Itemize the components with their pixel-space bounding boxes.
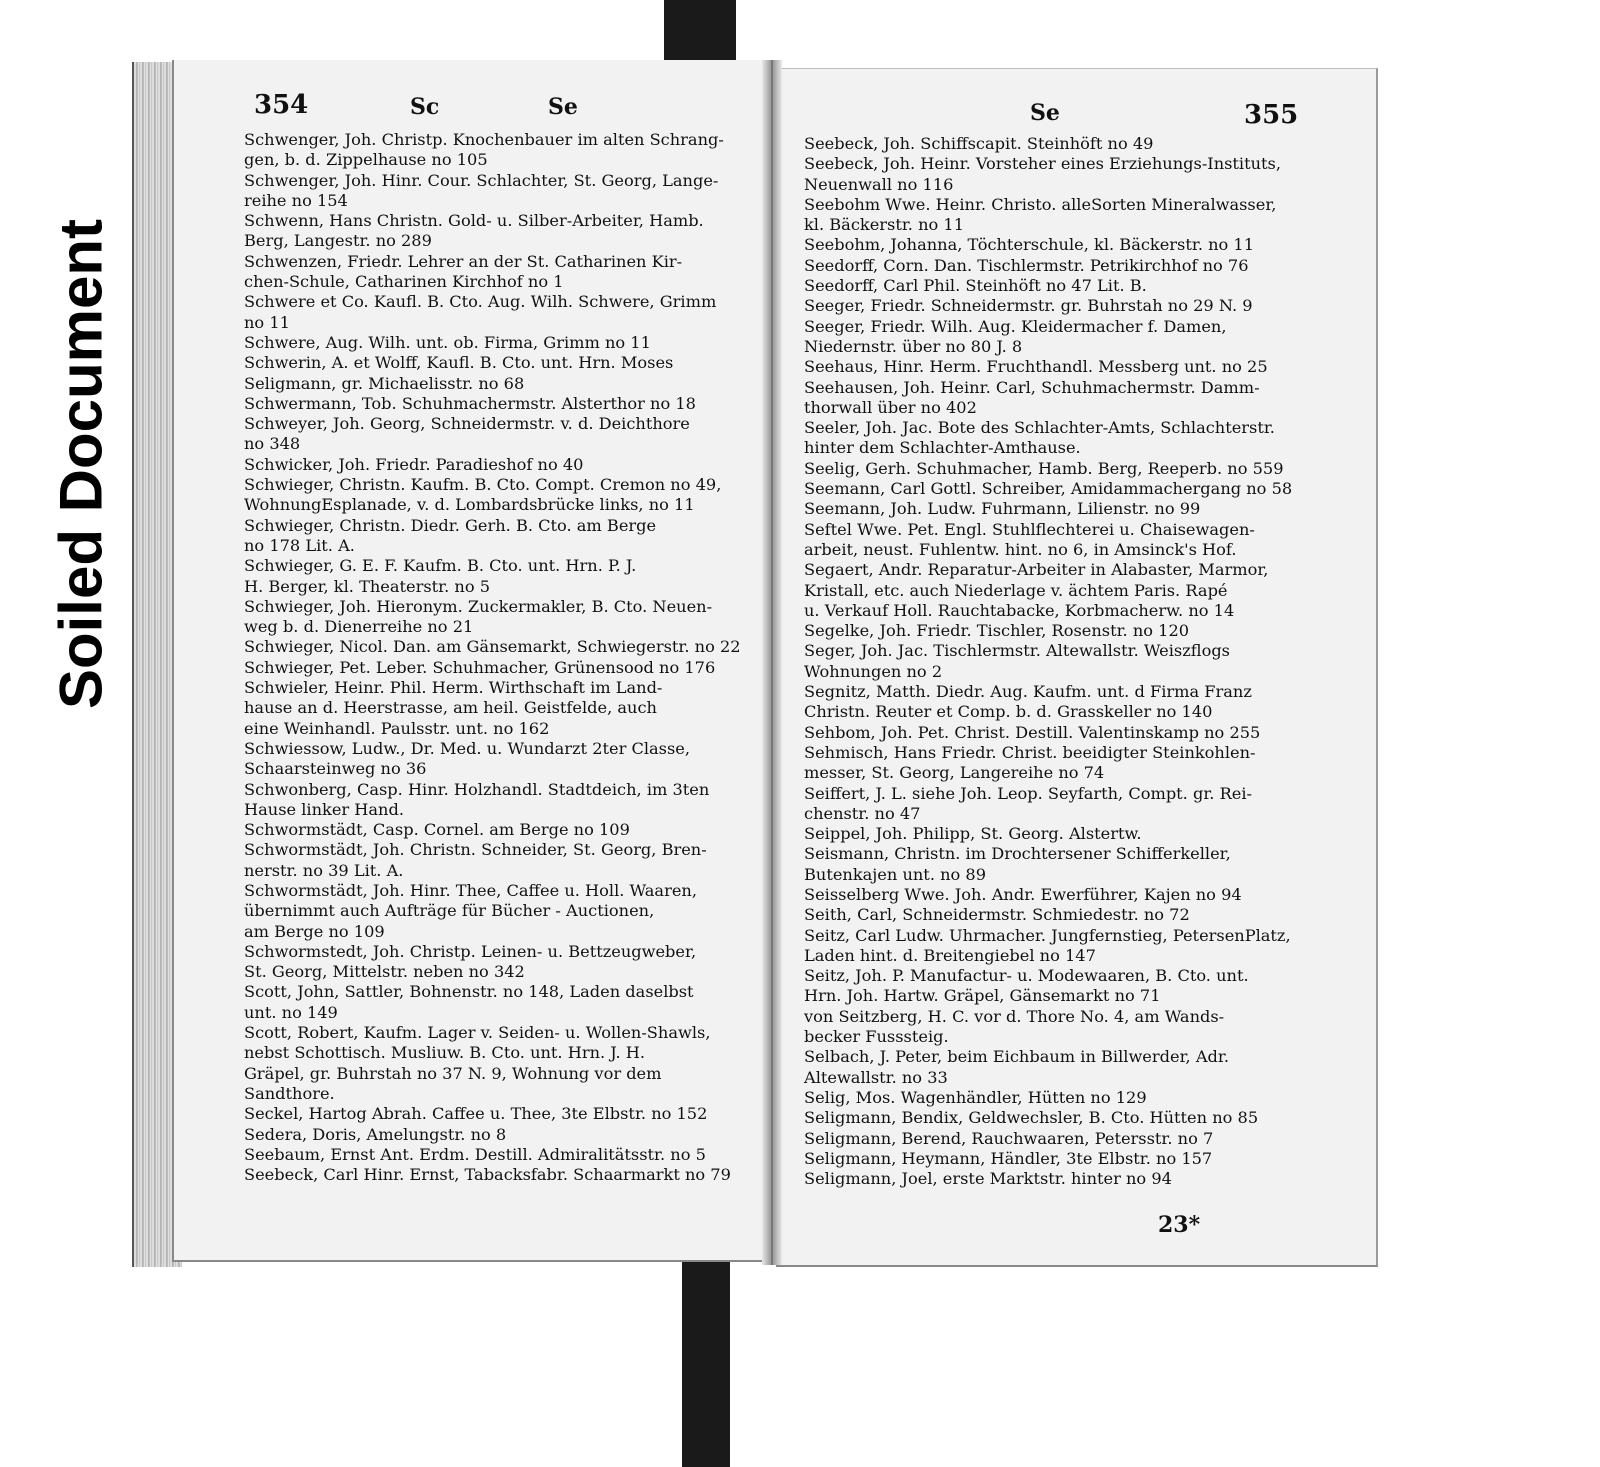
entry-continuation-line: unt. no 149: [244, 1002, 338, 1022]
directory-entry: [804, 682, 1314, 723]
directory-entry: [804, 499, 1314, 519]
directory-entry: [244, 820, 754, 840]
entry-line: Seehaus, Hinr. Herm. Fruchthandl. Messberg unt. no 25: [804, 357, 1268, 377]
directory-entry: [804, 1007, 1314, 1048]
entry-line: Seligmann, Bendix, Geldwechsler, B. Cto. Hütten no 85: [804, 1108, 1259, 1128]
directory-entry: [244, 1023, 754, 1104]
entry-continuation-line: hinter dem Schlachter-Amthause.: [804, 438, 1081, 458]
entry-continuation-line: u. Verkauf Holl. Rauchtabacke, Korbmacherw. no 14: [804, 600, 1235, 620]
directory-entry: [244, 881, 754, 942]
entry-line: Seemann, Carl Gottl. Schreiber, Amidammachergang no 58: [804, 479, 1293, 499]
directory-entry: [804, 966, 1314, 1007]
entry-line: Seippel, Joh. Philipp, St. Georg. Alstertw.: [804, 824, 1142, 844]
entry-continuation-line: chen-Schule, Catharinen Kirchhof no 1: [244, 272, 564, 292]
directory-entry: [804, 641, 1314, 682]
entry-continuation-line: reihe no 154: [244, 190, 348, 210]
entry-continuation-line: becker Fusssteig.: [804, 1027, 949, 1047]
entry-continuation-line: no 11: [244, 312, 290, 332]
right-page-number: 355: [1244, 100, 1299, 130]
directory-entry: [244, 252, 754, 293]
directory-entry: [804, 317, 1314, 358]
directory-entry: [804, 276, 1314, 296]
entry-line: Seligmann, Joel, erste Marktstr. hinter no 94: [804, 1169, 1172, 1189]
entry-continuation-line: H. Berger, kl. Theaterstr. no 5: [244, 576, 491, 596]
entry-continuation-line: am Berge no 109: [244, 921, 385, 941]
directory-entry: [804, 560, 1314, 621]
entry-continuation-line: Wohnungen no 2: [804, 661, 943, 681]
entry-line: Sedera, Doris, Amelungstr. no 8: [244, 1124, 507, 1144]
entry-line: Seebeck, Joh. Heinr. Vorsteher eines Erziehungs-Instituts,: [804, 154, 1281, 174]
directory-entry: [804, 1108, 1314, 1128]
entry-line: Segnitz, Matth. Diedr. Aug. Kaufm. unt. d Firma Franz: [804, 682, 1252, 702]
directory-entry: [804, 459, 1314, 479]
entry-line: Seebeck, Carl Hinr. Ernst, Tabacksfabr. Schaarmarkt no 79: [244, 1165, 731, 1185]
directory-entry: [804, 1129, 1314, 1149]
left-heading-sc: Sc: [410, 94, 440, 120]
entry-continuation-line: Sandthore.: [244, 1083, 335, 1103]
directory-entry: [244, 414, 754, 455]
directory-entry: [804, 520, 1314, 561]
left-heading-se: Se: [548, 94, 578, 120]
left-page-number: 354: [254, 90, 309, 120]
entry-line: Seiffert, J. L. siehe Joh. Leop. Seyfarth, Compt. gr. Rei-: [804, 783, 1252, 803]
entry-continuation-line: St. Georg, Mittelstr. neben no 342: [244, 962, 525, 982]
directory-entry: [244, 556, 754, 597]
entry-continuation-line: kl. Bäckerstr. no 11: [804, 215, 964, 235]
entry-line: Seisselberg Wwe. Joh. Andr. Ewerführer, Kajen no 94: [804, 884, 1242, 904]
entry-line: Schwenger, Joh. Hinr. Cour. Schlachter, St. Georg, Lange-: [244, 170, 719, 190]
entry-line: Segelke, Joh. Friedr. Tischler, Rosenstr. no 120: [804, 621, 1190, 641]
directory-entry: [244, 455, 754, 475]
directory-entry: [244, 1145, 754, 1165]
entry-continuation-line: eine Weinhandl. Paulsstr. unt. no 162: [244, 718, 550, 738]
entry-line: Seligmann, Berend, Rauchwaaren, Petersstr. no 7: [804, 1128, 1214, 1148]
entry-line: Seeler, Joh. Jac. Bote des Schlachter-Amts, Schlachterstr.: [804, 418, 1275, 438]
entry-line: Seemann, Joh. Ludw. Fuhrmann, Lilienstr. no 99: [804, 499, 1201, 519]
directory-entry: [804, 296, 1314, 316]
directory-entry: [804, 1047, 1314, 1088]
entry-line: Schwieler, Heinr. Phil. Herm. Wirthschaft im Land-: [244, 678, 663, 698]
entry-continuation-line: gen, b. d. Zippelhause no 105: [244, 150, 488, 170]
directory-entry: [244, 394, 754, 414]
entry-line: Schwermann, Tob. Schuhmachermstr. Alsterthor no 18: [244, 393, 696, 413]
entry-continuation-line: chenstr. no 47: [804, 803, 921, 823]
entry-continuation-line: nerstr. no 39 Lit. A.: [244, 860, 404, 880]
bottom-ruler: [682, 1262, 730, 1467]
directory-entry: [804, 885, 1314, 905]
entry-line: Seedorff, Corn. Dan. Tischlermstr. Petrikirchhof no 76: [804, 255, 1249, 275]
entry-line: Schwenzen, Friedr. Lehrer an der St. Catharinen Kir-: [244, 251, 683, 271]
directory-entry: [244, 942, 754, 983]
entry-line: Seehausen, Joh. Heinr. Carl, Schuhmachermstr. Damm-: [804, 377, 1260, 397]
entry-continuation-line: Christn. Reuter et Comp. b. d. Grasskeller no 140: [804, 702, 1213, 722]
entry-line: Selbach, J. Peter, beim Eichbaum in Billwerder, Adr.: [804, 1047, 1229, 1067]
entry-continuation-line: Neuenwall no 116: [804, 174, 954, 194]
entry-continuation-line: Hause linker Hand.: [244, 799, 404, 819]
entry-line: von Seitzberg, H. C. vor d. Thore No. 4, am Wands-: [804, 1006, 1225, 1026]
entry-line: Selig, Mos. Wagenhändler, Hütten no 129: [804, 1087, 1147, 1107]
directory-entry: [244, 1125, 754, 1145]
entry-line: Scott, Robert, Kaufm. Lager v. Seiden- u. Wollen-Shawls,: [244, 1023, 711, 1043]
directory-entry: [244, 353, 754, 394]
entry-line: Schwenger, Joh. Christp. Knochenbauer im alten Schrang-: [244, 130, 724, 149]
directory-entry: [804, 723, 1314, 743]
directory-entry: [804, 784, 1314, 825]
entry-line: Seckel, Hartog Abrah. Caffee u. Thee, 3te Elbstr. no 152: [244, 1104, 708, 1124]
directory-entry: [804, 844, 1314, 885]
top-ruler: [664, 0, 736, 62]
entry-continuation-line: Laden hint. d. Breitengiebel no 147: [804, 945, 1096, 965]
entry-line: Sehbom, Joh. Pet. Christ. Destill. Valentinskamp no 255: [804, 722, 1261, 742]
entry-line: Seedorff, Carl Phil. Steinhöft no 47 Lit. B.: [804, 276, 1147, 296]
entry-line: Sehmisch, Hans Friedr. Christ. beeidigter Steinkohlen-: [804, 742, 1256, 762]
directory-entry: [804, 195, 1314, 236]
directory-entry: [244, 637, 754, 657]
signature-mark: 23*: [1158, 1212, 1201, 1238]
entry-continuation-line: thorwall über no 402: [804, 397, 977, 417]
entry-continuation-line: übernimmt auch Aufträge für Bücher - Auctionen,: [244, 901, 655, 921]
entry-continuation-line: Seligmann, gr. Michaelisstr. no 68: [244, 373, 525, 393]
directory-entry: [244, 211, 754, 252]
entry-line: Segaert, Andr. Reparatur-Arbeiter in Alabaster, Marmor,: [804, 560, 1269, 580]
entry-line: Seebohm Wwe. Heinr. Christo. alleSorten Mineralwasser,: [804, 194, 1277, 214]
entry-line: Seelig, Gerh. Schuhmacher, Hamb. Berg, Reeperb. no 559: [804, 458, 1284, 478]
entry-continuation-line: Hrn. Joh. Hartw. Gräpel, Gänsemarkt no 71: [804, 986, 1161, 1006]
directory-entry: [244, 982, 754, 1023]
entry-line: Schwieger, Nicol. Dan. am Gänsemarkt, Schwiegerstr. no 22: [244, 637, 741, 657]
entry-continuation-line: Butenkajen unt. no 89: [804, 864, 987, 884]
entry-line: Schwieger, Joh. Hieronym. Zuckermakler, B. Cto. Neuen-: [244, 596, 713, 616]
directory-entry: [804, 418, 1314, 459]
directory-entry: [804, 926, 1314, 967]
directory-entry: [244, 678, 754, 739]
entry-line: Scott, John, Sattler, Bohnenstr. no 148, Laden daselbst: [244, 982, 694, 1002]
entry-line: Seebohm, Johanna, Töchterschule, kl. Bäckerstr. no 11: [804, 235, 1255, 255]
entry-continuation-line: Schaarsteinweg no 36: [244, 759, 427, 779]
directory-entry: [244, 171, 754, 212]
directory-entry: [244, 292, 754, 333]
entry-continuation-line: Kristall, etc. auch Niederlage v. ächtem Paris. Rapé: [804, 580, 1228, 600]
entry-continuation-line: messer, St. Georg, Langereihe no 74: [804, 763, 1105, 783]
entry-line: Schwere, Aug. Wilh. unt. ob. Firma, Grimm no 11: [244, 332, 651, 352]
entry-line: Schwicker, Joh. Friedr. Paradieshof no 40: [244, 454, 584, 474]
entry-continuation-line: arbeit, neust. Fuhlentw. hint. no 6, in Amsinck's Hof.: [804, 539, 1237, 559]
entry-continuation-line: hause an d. Heerstrasse, am heil. Geistfelde, auch: [244, 698, 657, 718]
directory-entry: [804, 357, 1314, 377]
entry-continuation-line: Niedernstr. über no 80 J. 8: [804, 336, 1023, 356]
entry-line: Schweyer, Joh. Georg, Schneidermstr. v. d. Deichthore: [244, 414, 690, 434]
directory-entry: [244, 840, 754, 881]
entry-continuation-line: Altewallstr. no 33: [804, 1067, 948, 1087]
entry-line: Schwieger, Pet. Leber. Schuhmacher, Grünensood no 176: [244, 657, 716, 677]
entry-line: Seger, Joh. Jac. Tischlermstr. Altewallstr. Weiszflogs: [804, 641, 1230, 661]
directory-entry: [804, 154, 1314, 195]
entry-line: Schwormstedt, Joh. Christp. Leinen- u. Bettzeugweber,: [244, 941, 697, 961]
entry-line: Schwormstädt, Joh. Hinr. Thee, Caffee u. Holl. Waaren,: [244, 880, 697, 900]
directory-entry: [804, 905, 1314, 925]
directory-entry: [244, 658, 754, 678]
soiled-document-label: Soiled Document: [47, 218, 115, 710]
entry-line: Schwieger, Christn. Diedr. Gerh. B. Cto. am Berge: [244, 515, 657, 535]
directory-entry: [244, 516, 754, 557]
directory-entry: [244, 597, 754, 638]
entry-line: Seftel Wwe. Pet. Engl. Stuhlflechterei u. Chaisewagen-: [804, 519, 1255, 539]
directory-entry: [244, 1104, 754, 1124]
directory-entry: [244, 739, 754, 780]
entry-line: Seismann, Christn. im Drochtersener Schifferkeller,: [804, 844, 1231, 864]
directory-entry: [804, 1169, 1314, 1189]
entry-line: Seeger, Friedr. Wilh. Aug. Kleidermacher f. Damen,: [804, 316, 1227, 336]
directory-entry: [804, 256, 1314, 276]
directory-entry: [804, 743, 1314, 784]
directory-entry: [804, 235, 1314, 255]
entry-continuation-line: Berg, Langestr. no 289: [244, 231, 432, 251]
entry-line: Seitz, Joh. P. Manufactur- u. Modewaaren, B. Cto. unt.: [804, 966, 1249, 986]
entry-line: Schwerin, A. et Wolff, Kaufl. B. Cto. unt. Hrn. Moses: [244, 353, 674, 373]
entry-line: Schwormstädt, Joh. Christn. Schneider, St. Georg, Bren-: [244, 840, 707, 860]
entry-line: Seeger, Friedr. Schneidermstr. gr. Buhrstah no 29 N. 9: [804, 296, 1253, 316]
left-entry-list: [244, 130, 754, 1185]
entry-line: Schwiessow, Ludw., Dr. Med. u. Wundarzt 2ter Classe,: [244, 738, 691, 758]
entry-line: Seith, Carl, Schneidermstr. Schmiedestr. no 72: [804, 905, 1190, 925]
entry-line: Seebeck, Joh. Schiffscapit. Steinhöft no 49: [804, 134, 1154, 153]
entry-line: Schwieger, Christn. Kaufm. B. Cto. Compt. Cremon no 49,: [244, 475, 722, 495]
entry-line: Schwenn, Hans Christn. Gold- u. Silber-Arbeiter, Hamb.: [244, 211, 704, 231]
right-entry-list: [804, 134, 1314, 1189]
entry-line: Seebaum, Ernst Ant. Erdm. Destill. Admiralitätsstr. no 5: [244, 1144, 706, 1164]
directory-entry: [244, 780, 754, 821]
entry-line: Schwere et Co. Kaufl. B. Cto. Aug. Wilh. Schwere, Grimm: [244, 292, 717, 312]
directory-entry: [804, 1149, 1314, 1169]
directory-entry: [804, 378, 1314, 419]
entry-line: Schwieger, G. E. F. Kaufm. B. Cto. unt. Hrn. P. J.: [244, 556, 637, 576]
entry-line: Schwonberg, Casp. Hinr. Holzhandl. Stadtdeich, im 3ten: [244, 779, 710, 799]
directory-entry: [244, 1165, 754, 1185]
book-gutter: [762, 60, 782, 1265]
entry-continuation-line: nebst Schottisch. Musliuw. B. Cto. unt. Hrn. J. H.: [244, 1043, 646, 1063]
directory-entry: [804, 1088, 1314, 1108]
entry-line: Schwormstädt, Casp. Cornel. am Berge no 109: [244, 820, 630, 840]
directory-entry: [804, 824, 1314, 844]
entry-continuation-line: no 178 Lit. A.: [244, 535, 355, 555]
directory-entry: [244, 130, 754, 171]
right-heading-se: Se: [1030, 100, 1060, 126]
directory-entry: [804, 621, 1314, 641]
directory-entry: [244, 475, 754, 516]
entry-continuation-line: Gräpel, gr. Buhrstah no 37 N. 9, Wohnung vor dem: [244, 1063, 662, 1083]
entry-continuation-line: WohnungEsplanade, v. d. Lombardsbrücke links, no 11: [244, 495, 695, 515]
entry-continuation-line: no 348: [244, 434, 301, 454]
entry-line: Seitz, Carl Ludw. Uhrmacher. Jungfernstieg, PetersenPlatz,: [804, 925, 1291, 945]
directory-entry: [804, 134, 1314, 154]
directory-entry: [244, 333, 754, 353]
directory-entry: [804, 479, 1314, 499]
entry-continuation-line: weg b. d. Dienerreihe no 21: [244, 617, 474, 637]
entry-line: Seligmann, Heymann, Händler, 3te Elbstr. no 157: [804, 1148, 1213, 1168]
